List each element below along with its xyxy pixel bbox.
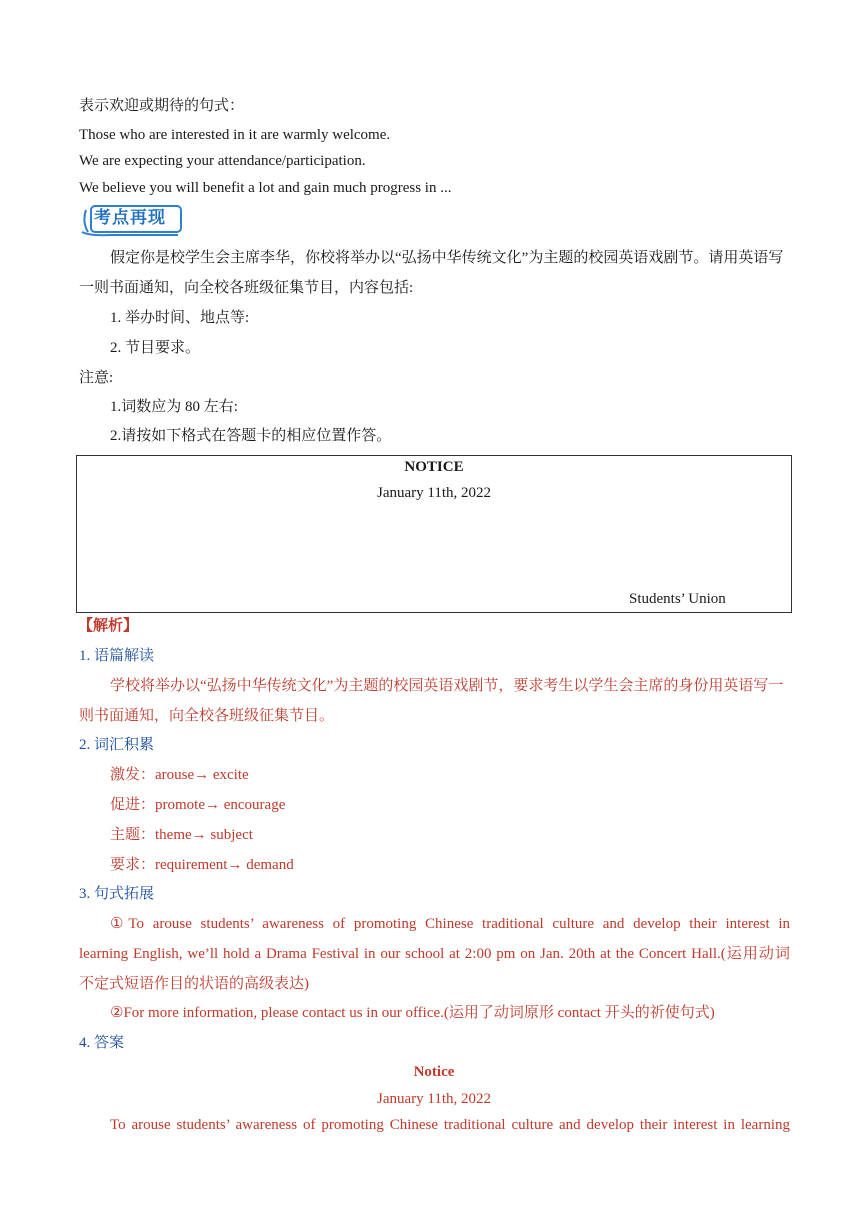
task-item-1: 1. 举办时间、地点等:: [110, 310, 250, 326]
notice-title: NOTICE: [404, 459, 464, 475]
answer-line-1: To arouse students’ awareness of promoting Chinese traditional culture and develop their interest in learning: [110, 1117, 790, 1133]
task-note: 注意:: [79, 370, 114, 386]
example-2: ②For more information, please contact us in our office.(运用了动词原形 contact 开头的祈使句式): [110, 1005, 715, 1021]
notice-signature: Students’ Union: [629, 591, 726, 607]
example-1-line-3: 不定式短语作目的状语的高级表达): [79, 976, 309, 992]
section-2-title: 2. 词汇积累: [79, 737, 155, 753]
intro-sentence-1: Those who are interested in it are warmly welcome.: [79, 127, 391, 143]
section-1-line-2: 则书面通知，向全校各班级征集节目。: [79, 708, 335, 724]
task-note-2: 2.请按如下格式在答题卡的相应位置作答。: [110, 428, 392, 444]
task-note-1: 1.词数应为 80 左右:: [110, 399, 238, 415]
example-1-line-1: ①To arouse students’ awareness of promoting Chinese traditional culture and develop their interest in: [110, 916, 790, 932]
vocab-item: 促进：promote→ encourage: [110, 797, 286, 813]
analysis-header: 【解析】: [78, 618, 139, 634]
example-1-line-2: learning English, we’ll hold a Drama Festival in our school at 2:00 pm on Jan. 20th at the Concert Hall.(运用动词: [79, 946, 790, 962]
task-line-1: 假定你是校学生会主席李华，你校将举办以“弘扬中华传统文化”为主题的校园英语戏剧节。请用英语写: [110, 250, 784, 266]
vocab-item: 要求：requirement→ demand: [110, 857, 294, 873]
intro-heading: 表示欢迎或期待的句式：: [79, 98, 245, 114]
section-3-title: 3. 句式拓展: [79, 886, 155, 902]
section-1-line-1: 学校将举办以“弘扬中华传统文化”为主题的校园英语戏剧节，要求考生以学生会主席的身份用英语写一: [110, 678, 784, 694]
intro-sentence-2: We are expecting your attendance/participation.: [79, 153, 366, 169]
badge-label: 考点再现: [94, 208, 166, 228]
section-badge: [80, 202, 184, 236]
answer-date: January 11th, 2022: [376, 1091, 491, 1107]
section-4-title: 4. 答案: [79, 1035, 125, 1051]
notice-date: January 11th, 2022: [376, 485, 491, 501]
intro-sentence-3: We believe you will benefit a lot and gain much progress in ...: [79, 180, 452, 196]
answer-title: Notice: [413, 1064, 455, 1080]
task-item-2: 2. 节目要求。: [110, 340, 201, 356]
section-1-title: 1. 语篇解读: [79, 648, 155, 664]
task-line-2: 一则书面通知，向全校各班级征集节目，内容包括:: [79, 280, 414, 296]
vocab-item: 激发：arouse→ excite: [110, 767, 249, 783]
vocab-item: 主题：theme→ subject: [110, 827, 253, 843]
